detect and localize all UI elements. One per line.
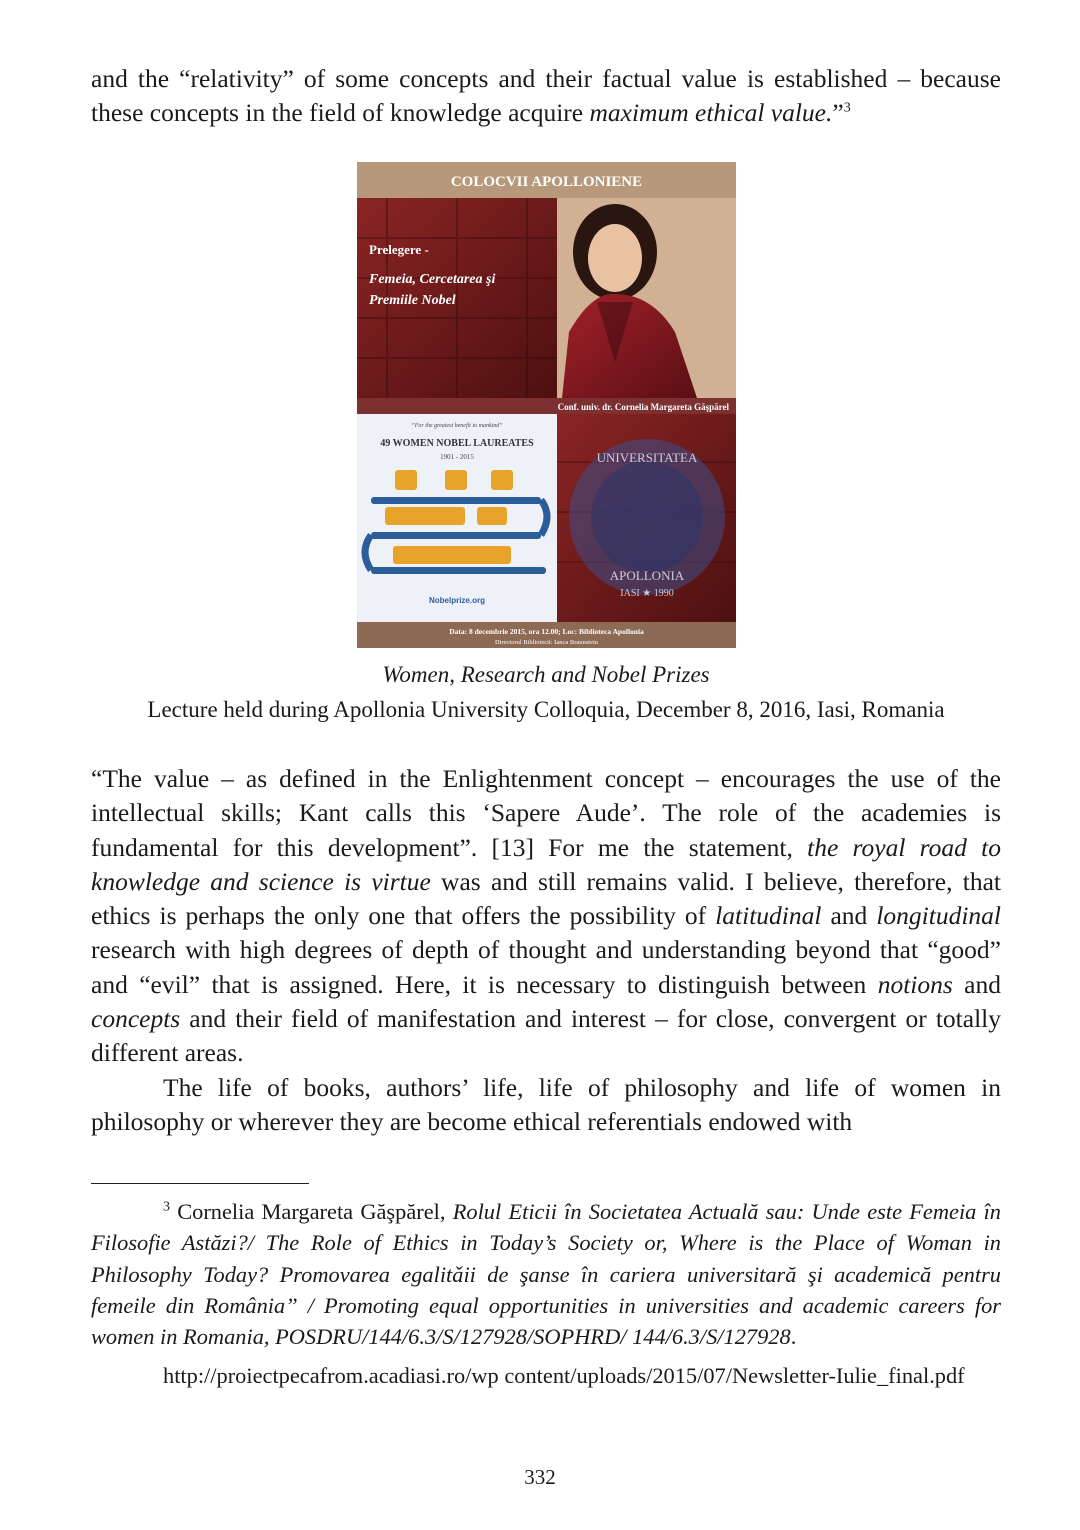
footnote-reference[interactable]: 3 (843, 100, 851, 116)
poster-footer-line2: Directorul Bibliotecii: Ianca Braunstein (494, 639, 599, 646)
portrait-face (588, 224, 642, 292)
emphasis-run: latitudinal (715, 901, 822, 931)
body-paragraph-2: The life of books, authors’ life, life of philosophy and life of women in philosophy or wherever they are become ethical referentials endowed with (91, 1072, 1001, 1136)
emphasis-run: concepts (91, 1004, 181, 1034)
emphasis-run: the royal road to knowledge and science is virtue (91, 832, 1001, 896)
top-paragraph (91, 62, 1001, 131)
laureate-figures (385, 470, 513, 564)
figure-caption-title (91, 662, 1001, 688)
seal-bottom-text: APOLLONIA (609, 568, 685, 583)
seal-city-text: IASI ★ 1990 (620, 588, 674, 599)
infographic-title: 49 WOMEN NOBEL LAUREATES (380, 438, 534, 449)
text-run: was and still remains valid. I believe, therefore, that ethics is perhaps the only one that offers the possibility of (91, 866, 1001, 931)
lecture-poster (357, 162, 736, 648)
text-run: . (790, 1324, 797, 1350)
lecture-label: Prelegere - (369, 242, 429, 257)
footnotes (91, 1196, 1001, 1392)
infographic-years: 1901 - 2015 (440, 453, 474, 461)
speaker-name: Conf. univ. dr. Cornelia Margareta Găşpărel (557, 402, 729, 412)
infographic-motto: “For the greatest benefit to mankind” (411, 423, 503, 429)
figure-caption-subtitle: Lecture held during Apollonia University Colloquia, December 8, 2016, Iasi, Romania (147, 697, 945, 722)
text-run: and the “relativity” of some concepts and their factual value is established – because these concepts in the field of knowledge acquire (91, 64, 1001, 128)
lecture-title-line1: Femeia, Cercetarea şi (369, 272, 496, 287)
footnote-author: Cornelia Margareta Găşpărel, (170, 1199, 453, 1224)
lecture-title-line2: Premiile Nobel (369, 293, 456, 308)
text-run: and (821, 901, 877, 931)
seal-top-text: UNIVERSITATEA (596, 450, 698, 465)
poster-graphic (357, 162, 736, 648)
text-run: and their field of manifestation and interest – for close, convergent or totally different areas. (91, 1004, 1001, 1068)
emphasis-run: maximum ethical value. (589, 98, 833, 128)
footnote-separator (91, 1183, 309, 1184)
text-run: “The value – as defined in the Enlightenment concept – encourages the use of the intellectual skills; Kant calls this ‘Sapere Aude’. The role of the academies is fundamental for this development”. [13] For me the statement, (91, 764, 1001, 862)
top-paragraph-container (91, 62, 1001, 131)
text-run: and (952, 969, 1001, 999)
caption-title-text: Women, Research and Nobel Prizes (382, 662, 710, 687)
footnote-3 (91, 1196, 1001, 1352)
footnote-number: 3 (163, 1199, 170, 1215)
body-paragraph-1 (91, 762, 1001, 1071)
footnote-url[interactable]: http://proiectpecafrom.acadiasi.ro/wp content/uploads/2015/07/Newsletter-Iulie_final.pdf (163, 1363, 965, 1389)
emphasis-run: notions (877, 969, 953, 999)
poster-footer-line1: Data: 8 decembrie 2015, ora 12.00; Loc: Biblioteca Apollonia (449, 627, 644, 636)
footnote-title: Rolul Eticii în Societatea Actuală sau: Unde este Femeia în Filosofie Astăzi?/ The Role of Ethics in Today’s Society or, Where is the Place of Woman in Philosophy Today? Promovarea egalitǎii de şanse în cariera universitară şi academică pentru femeile din România” / Promoting equal opportunities in universities and academic careers for women in Romania, POSDRU/144/6.3/S/127928/SOPHRD/ 144/6.3/S/127928 (91, 1199, 1001, 1350)
infographic-source: Nobelprize.org (428, 596, 486, 605)
text-run: ” (832, 98, 844, 128)
body-text (91, 762, 1001, 1139)
poster-header-text: COLOCVII APOLLONIENE (450, 174, 643, 190)
emphasis-run: longitudinal (876, 901, 1001, 931)
text-run: research with high degrees of depth of thought and understanding beyond that “good” and “evil” that is assigned. Here, it is necessary to distinguish between (91, 935, 1001, 999)
page-number: 332 (524, 1465, 556, 1489)
